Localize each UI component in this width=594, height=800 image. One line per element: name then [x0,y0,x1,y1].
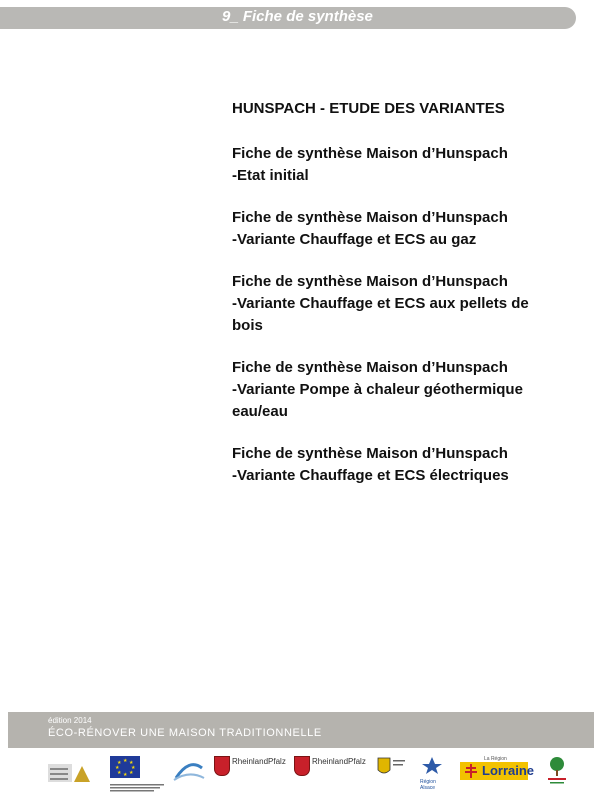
entry-variant: -Variante Chauffage et ECS au gaz [232,231,477,248]
entry-title: Fiche de synthèse Maison d’Hunspach [232,145,508,162]
footer-title: ÉCO-RÉNOVER UNE MAISON TRADITIONNELLE [48,727,322,739]
partner-logo-rheinland-pfalz [214,756,286,786]
partner-logo-rheinland-pfalz-ministry [294,756,366,786]
rlp-wordmark: RheinlandPfalz [232,757,286,766]
eu-flag-icon: ★ ★ ★ ★ ★ ★ ★ ★ [110,756,140,778]
alsace-wordmark: Région Alsace [420,779,436,791]
synthesis-entry [232,143,562,187]
partner-logo-eu [110,756,166,786]
header-bar [0,7,576,29]
bas-rhin-shield-icon [376,756,406,780]
lorraine-banner [460,762,535,780]
footer-band [8,712,594,748]
partner-logo-parc-naturel [546,756,568,786]
partner-logo-bas-rhin [376,756,406,786]
partner-logo-maisons [48,756,94,786]
alsace-emblem-icon [420,756,444,774]
parc-naturel-tree-icon [546,756,568,786]
house-logo-icon [48,756,94,786]
entry-variant: -Variante Chauffage et ECS aux pellets de bois [232,295,529,334]
lorraine-wordmark: Lorraine [482,763,535,778]
partner-logo-interreg [172,756,206,786]
partner-logo-alsace [420,756,444,791]
entry-title: Fiche de synthèse Maison d’Hunspach [232,359,508,376]
synthesis-entry [232,443,562,487]
synthesis-entry [232,207,562,251]
entry-title: Fiche de synthèse Maison d’Hunspach [232,209,508,226]
main-content [232,100,562,507]
interreg-swoosh-icon [172,756,206,784]
lorraine-prefix: La Région [484,756,507,762]
page-section-title: 9_ Fiche de synthèse [222,8,373,25]
entry-variant: -Variante Chauffage et ECS électriques [232,467,509,484]
rlp-crest-icon [214,756,230,776]
synthesis-entry [232,271,562,337]
document-heading: HUNSPACH - ETUDE DES VARIANTES [232,100,505,117]
rlp-crest-icon [294,756,310,776]
entry-title: Fiche de synthèse Maison d’Hunspach [232,273,508,290]
lorraine-cross-icon [462,763,480,779]
partner-logo-lorraine [460,756,535,786]
entry-variant: -Variante Pompe à chaleur géothermique eau/eau [232,381,523,420]
synthesis-entry [232,357,562,423]
entry-variant: -Etat initial [232,167,309,184]
entry-title: Fiche de synthèse Maison d’Hunspach [232,445,508,462]
rlp-wordmark: RheinlandPfalz [312,757,366,766]
partner-logos [0,748,594,800]
eu-caption-lines-icon [110,783,166,793]
footer-edition: édition 2014 [48,716,92,725]
